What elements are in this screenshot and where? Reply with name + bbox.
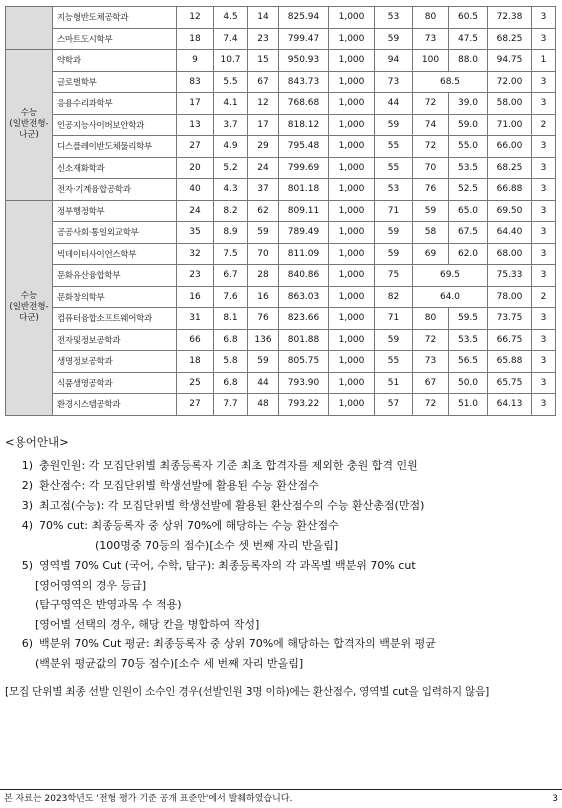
table-row <box>6 308 556 330</box>
table-cell: 72 <box>413 93 449 115</box>
department-name: 글로벌학부 <box>53 71 177 93</box>
table-row <box>6 7 556 29</box>
guide-item-4-note: (100명중 70등의 점수)[소수 셋 번째 자리 반올림] <box>95 539 339 552</box>
table-cell: 57 <box>375 394 413 416</box>
table-cell: 73 <box>413 28 449 50</box>
table-cell: 1,000 <box>329 222 375 244</box>
table-cell: 768.68 <box>279 93 329 115</box>
table-cell: 3 <box>532 200 556 222</box>
table-cell: 1,000 <box>329 7 375 29</box>
table-cell: 7.7 <box>214 394 248 416</box>
table-cell: 59 <box>248 222 279 244</box>
table-cell: 32 <box>177 243 214 265</box>
table-cell: 3 <box>532 265 556 287</box>
table-cell: 64.13 <box>488 394 532 416</box>
department-name: 인공지능사이버보안학과 <box>53 114 177 136</box>
table-cell: 136 <box>248 329 279 351</box>
table-cell: 825.94 <box>279 7 329 29</box>
table-cell: 72 <box>413 394 449 416</box>
table-cell: 69 <box>413 243 449 265</box>
guide-item-5-note-3: [영어별 선택의 경우, 해당 칸을 병합하여 작성] <box>35 617 260 631</box>
table-cell: 56.5 <box>449 351 488 373</box>
table-cell: 4.3 <box>214 179 248 201</box>
table-cell: 27 <box>177 394 214 416</box>
table-cell: 52.5 <box>449 179 488 201</box>
table-cell: 64.0 <box>413 286 488 308</box>
table-cell: 50.0 <box>449 372 488 394</box>
table-cell: 59 <box>375 329 413 351</box>
table-cell: 59 <box>248 351 279 373</box>
table-cell: 3 <box>532 28 556 50</box>
table-cell: 18 <box>177 351 214 373</box>
table-cell: 4.1 <box>214 93 248 115</box>
group-label <box>6 7 53 50</box>
department-name: 전자·기계융합공학과 <box>53 179 177 201</box>
table-cell: 48 <box>248 394 279 416</box>
table-cell: 17 <box>248 114 279 136</box>
table-cell: 1,000 <box>329 265 375 287</box>
table-cell: 70 <box>413 157 449 179</box>
table-row <box>6 93 556 115</box>
table-cell: 818.12 <box>279 114 329 136</box>
table-cell: 51.0 <box>449 394 488 416</box>
table-cell: 73 <box>375 71 413 93</box>
table-cell: 94.75 <box>488 50 532 72</box>
table-cell: 62 <box>248 200 279 222</box>
table-cell: 73.75 <box>488 308 532 330</box>
table-cell: 55 <box>375 157 413 179</box>
table-cell: 12 <box>248 93 279 115</box>
table-cell: 801.88 <box>279 329 329 351</box>
table-cell: 15 <box>248 50 279 72</box>
table-cell: 69.5 <box>413 265 488 287</box>
table-cell: 64.40 <box>488 222 532 244</box>
table-row <box>6 157 556 179</box>
table-row <box>6 200 556 222</box>
table-cell: 25 <box>177 372 214 394</box>
table-cell: 3 <box>532 308 556 330</box>
table-cell: 27 <box>177 136 214 158</box>
table-cell: 62.0 <box>449 243 488 265</box>
table-cell: 37 <box>248 179 279 201</box>
table-cell: 823.66 <box>279 308 329 330</box>
table-cell: 65.75 <box>488 372 532 394</box>
table-cell: 1,000 <box>329 351 375 373</box>
table-row <box>6 28 556 50</box>
table-cell: 12 <box>177 7 214 29</box>
table-cell: 72 <box>413 136 449 158</box>
table-cell: 17 <box>177 93 214 115</box>
department-name: 컴퓨터융합소프트웨어학과 <box>53 308 177 330</box>
table-cell: 1,000 <box>329 157 375 179</box>
table-cell: 94 <box>375 50 413 72</box>
guide-item-2: 2) 환산점수: 각 모집단위별 학생선발에 활용된 수능 환산점수 <box>21 479 319 492</box>
table-cell: 13 <box>177 114 214 136</box>
table-cell: 78.00 <box>488 286 532 308</box>
guide-title: <용어안내> <box>5 435 69 449</box>
table-cell: 83 <box>177 71 214 93</box>
table-cell: 55 <box>375 136 413 158</box>
table-cell: 16 <box>177 286 214 308</box>
admission-results-table <box>5 6 556 416</box>
table-cell: 53 <box>375 179 413 201</box>
table-cell: 7.4 <box>214 28 248 50</box>
table-cell: 5.5 <box>214 71 248 93</box>
table-row <box>6 136 556 158</box>
table-cell: 3 <box>532 179 556 201</box>
table-cell: 44 <box>248 372 279 394</box>
table-cell: 1,000 <box>329 243 375 265</box>
table-cell: 20 <box>177 157 214 179</box>
table-cell: 66 <box>177 329 214 351</box>
department-name: 공공사회·통일외교학부 <box>53 222 177 244</box>
guide-item-5-note-1: [영어영역의 경우 등급] <box>35 578 147 592</box>
table-row <box>6 71 556 93</box>
table-cell: 805.75 <box>279 351 329 373</box>
table-body <box>6 7 556 416</box>
table-row <box>6 222 556 244</box>
table-cell: 28 <box>248 265 279 287</box>
table-cell: 950.93 <box>279 50 329 72</box>
guide-item-6: 6) 백분위 70% Cut 평균: 최종등록자 중 상위 70%에 해당하는 합격자의 백분위 평균 <box>21 637 436 650</box>
table-cell: 80 <box>413 7 449 29</box>
table-row <box>6 243 556 265</box>
table-cell: 801.18 <box>279 179 329 201</box>
table-cell: 1,000 <box>329 136 375 158</box>
table-cell: 6.8 <box>214 329 248 351</box>
table-cell: 10.7 <box>214 50 248 72</box>
table-cell: 68.25 <box>488 28 532 50</box>
table-cell: 65.0 <box>449 200 488 222</box>
group-label: 수능 (일반전형- 다군) <box>6 200 53 415</box>
table-cell: 59 <box>375 243 413 265</box>
department-name: 문화유산융합학부 <box>53 265 177 287</box>
table-cell: 31 <box>177 308 214 330</box>
table-cell: 1,000 <box>329 394 375 416</box>
department-name: 약학과 <box>53 50 177 72</box>
table-cell: 5.8 <box>214 351 248 373</box>
table-cell: 8.2 <box>214 200 248 222</box>
table-cell: 47.5 <box>449 28 488 50</box>
table-cell: 3 <box>532 157 556 179</box>
table-cell: 39.0 <box>449 93 488 115</box>
table-cell: 58 <box>413 222 449 244</box>
table-cell: 68.5 <box>413 71 488 93</box>
department-name: 생명정보공학과 <box>53 351 177 373</box>
department-name: 문화창의학부 <box>53 286 177 308</box>
table-cell: 100 <box>413 50 449 72</box>
table-cell: 72.00 <box>488 71 532 93</box>
guide-item-4: 4) 70% cut: 최종등록자 중 상위 70%에 해당하는 수능 환산점수 <box>21 519 339 532</box>
table-cell: 59 <box>375 28 413 50</box>
table-cell: 59 <box>375 114 413 136</box>
table-cell: 76 <box>413 179 449 201</box>
department-name: 스마트도시학부 <box>53 28 177 50</box>
group-label: 수능 (일반전형- 나군) <box>6 50 53 201</box>
table-row <box>6 286 556 308</box>
table-cell: 8.1 <box>214 308 248 330</box>
table-cell: 7.5 <box>214 243 248 265</box>
department-name: 디스플레이반도체물리학부 <box>53 136 177 158</box>
page-number: 3 <box>552 794 558 804</box>
table-cell: 76 <box>248 308 279 330</box>
table-cell: 68.25 <box>488 157 532 179</box>
table-cell: 1,000 <box>329 308 375 330</box>
table-cell: 3 <box>532 7 556 29</box>
table-cell: 1,000 <box>329 200 375 222</box>
table-cell: 55 <box>375 351 413 373</box>
table-cell: 75 <box>375 265 413 287</box>
table-cell: 1 <box>532 50 556 72</box>
source-note: 본 자료는 2023학년도 '전형 평가 기준 공개 표준안'에서 발췌하였습니다. <box>4 794 293 804</box>
table-cell: 809.11 <box>279 200 329 222</box>
table-cell: 8.9 <box>214 222 248 244</box>
table-cell: 74 <box>413 114 449 136</box>
table-cell: 863.03 <box>279 286 329 308</box>
table-cell: 811.09 <box>279 243 329 265</box>
table-row <box>6 351 556 373</box>
table-cell: 3 <box>532 394 556 416</box>
table-cell: 73 <box>413 351 449 373</box>
table-cell: 789.49 <box>279 222 329 244</box>
guide-item-5: 5) 영역별 70% Cut (국어, 수학, 탐구): 최종등록자의 각 과목별 백분위 70% cut <box>21 558 416 572</box>
table-cell: 35 <box>177 222 214 244</box>
table-cell: 67 <box>248 71 279 93</box>
table-cell: 793.22 <box>279 394 329 416</box>
table-cell: 1,000 <box>329 50 375 72</box>
guide-item-6-note: (백분위 평균값의 70등 점수)[소수 세 번째 자리 반올림] <box>35 657 304 670</box>
table-cell: 53.5 <box>449 329 488 351</box>
table-cell: 66.88 <box>488 179 532 201</box>
table-cell: 1,000 <box>329 28 375 50</box>
table-cell: 4.5 <box>214 7 248 29</box>
table-cell: 4.9 <box>214 136 248 158</box>
table-row <box>6 265 556 287</box>
page-footer <box>0 789 562 808</box>
table-cell: 18 <box>177 28 214 50</box>
table-cell: 3 <box>532 71 556 93</box>
table-cell: 66.00 <box>488 136 532 158</box>
table-cell: 59 <box>413 200 449 222</box>
table-cell: 5.2 <box>214 157 248 179</box>
department-name: 환경시스템공학과 <box>53 394 177 416</box>
table-cell: 1,000 <box>329 71 375 93</box>
table-cell: 7.6 <box>214 286 248 308</box>
table-cell: 1,000 <box>329 329 375 351</box>
department-name: 응용수리과학부 <box>53 93 177 115</box>
table-cell: 6.8 <box>214 372 248 394</box>
department-name: 신소재화학과 <box>53 157 177 179</box>
table-cell: 3.7 <box>214 114 248 136</box>
table-cell: 23 <box>177 265 214 287</box>
table-cell: 55.0 <box>449 136 488 158</box>
table-cell: 59 <box>375 222 413 244</box>
table-row <box>6 50 556 72</box>
table-cell: 3 <box>532 351 556 373</box>
table-cell: 69.50 <box>488 200 532 222</box>
table-cell: 66.75 <box>488 329 532 351</box>
table-cell: 840.86 <box>279 265 329 287</box>
table-cell: 1,000 <box>329 372 375 394</box>
table-cell: 2 <box>532 286 556 308</box>
table-cell: 3 <box>532 372 556 394</box>
guide-list <box>5 456 557 674</box>
guide-item-1: 1) 충원인원: 각 모집단위별 최종등록자 기준 최초 합격자를 제외한 충원 합격 인원 <box>21 459 418 472</box>
table-cell: 88.0 <box>449 50 488 72</box>
table-cell: 795.48 <box>279 136 329 158</box>
table-row <box>6 179 556 201</box>
table-cell: 65.88 <box>488 351 532 373</box>
table-cell: 29 <box>248 136 279 158</box>
table-cell: 799.47 <box>279 28 329 50</box>
table-cell: 3 <box>532 93 556 115</box>
guide-item-3: 3) 최고점(수능): 각 모집단위별 학생선발에 활용된 환산점수의 수능 환산총점(만점) <box>21 499 425 512</box>
table-cell: 1,000 <box>329 114 375 136</box>
table-cell: 75.33 <box>488 265 532 287</box>
table-cell: 59.0 <box>449 114 488 136</box>
table-cell: 40 <box>177 179 214 201</box>
table-cell: 843.73 <box>279 71 329 93</box>
table-cell: 3 <box>532 243 556 265</box>
department-name: 지능형반도체공학과 <box>53 7 177 29</box>
department-name: 정부행정학부 <box>53 200 177 222</box>
table-cell: 3 <box>532 329 556 351</box>
table-row <box>6 372 556 394</box>
table-cell: 44 <box>375 93 413 115</box>
table-cell: 70 <box>248 243 279 265</box>
table-cell: 793.90 <box>279 372 329 394</box>
table-cell: 58.00 <box>488 93 532 115</box>
table-cell: 72.38 <box>488 7 532 29</box>
terms-guide <box>5 434 557 699</box>
table-cell: 1,000 <box>329 286 375 308</box>
table-cell: 71 <box>375 200 413 222</box>
table-cell: 72 <box>413 329 449 351</box>
table-row <box>6 394 556 416</box>
department-name: 식품생명공학과 <box>53 372 177 394</box>
table-cell: 53.5 <box>449 157 488 179</box>
table-cell: 1,000 <box>329 93 375 115</box>
table-cell: 3 <box>532 222 556 244</box>
table-cell: 23 <box>248 28 279 50</box>
table-cell: 9 <box>177 50 214 72</box>
table-cell: 71.00 <box>488 114 532 136</box>
department-name: 빅데이터사이언스학부 <box>53 243 177 265</box>
department-name: 전자및정보공학과 <box>53 329 177 351</box>
table-cell: 24 <box>177 200 214 222</box>
table-cell: 799.69 <box>279 157 329 179</box>
table-cell: 71 <box>375 308 413 330</box>
table-cell: 6.7 <box>214 265 248 287</box>
table-cell: 2 <box>532 114 556 136</box>
guide-item-5-note-2: (탐구영역은 반영과목 수 적용) <box>35 598 182 611</box>
table-row <box>6 114 556 136</box>
table-cell: 59.5 <box>449 308 488 330</box>
table-cell: 53 <box>375 7 413 29</box>
table-cell: 51 <box>375 372 413 394</box>
table-cell: 68.00 <box>488 243 532 265</box>
table-cell: 67.5 <box>449 222 488 244</box>
table-cell: 60.5 <box>449 7 488 29</box>
table-cell: 80 <box>413 308 449 330</box>
table-cell: 24 <box>248 157 279 179</box>
table-cell: 3 <box>532 136 556 158</box>
table-row <box>6 329 556 351</box>
table-cell: 82 <box>375 286 413 308</box>
table-cell: 67 <box>413 372 449 394</box>
table-cell: 1,000 <box>329 179 375 201</box>
table-cell: 14 <box>248 7 279 29</box>
table-cell: 16 <box>248 286 279 308</box>
notice-text: [모집 단위별 최종 선발 인원이 소수인 경우(선발인원 3명 이하)에는 환산점수, 영역별 cut을 입력하지 않음] <box>5 685 490 698</box>
